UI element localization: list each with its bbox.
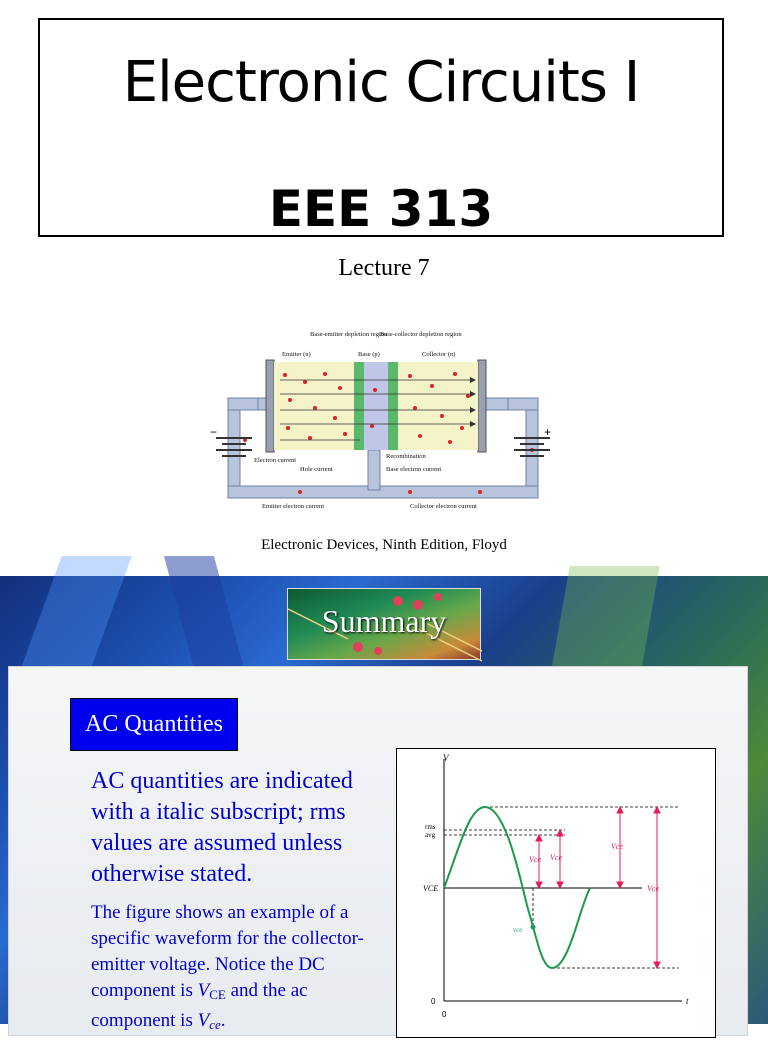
vce-avg-label: Vce [529, 855, 541, 864]
lecture-number: Lecture 7 [338, 255, 430, 281]
label-collector: Collector (n) [422, 351, 456, 358]
battery-minus-sign: − [210, 425, 218, 439]
instantaneous-point [531, 925, 536, 930]
zero-y-label: 0 [431, 997, 436, 1006]
summary-title: Summary [321, 603, 447, 639]
v-axis-label: V [443, 753, 449, 763]
label-recombination: Recombination [386, 453, 426, 460]
para2-text-c: . [220, 1010, 226, 1031]
battery-plus-sign: + [544, 425, 552, 439]
rms-label: rms [425, 823, 436, 831]
course-code: EEE 313 [268, 180, 494, 238]
para2-text-a: The figure shows an example of a specific waveform for the collector-emitter voltage. Notice the DC component is [91, 902, 364, 1001]
vce-peak-label: Vce [611, 842, 623, 851]
summary-slide [0, 576, 768, 1032]
summary-banner [287, 588, 481, 660]
label-base: Base (p) [358, 351, 380, 358]
dc-subscript: CE [209, 987, 226, 1002]
ac-subscript: ce [209, 1017, 221, 1032]
course-title: Electronic Circuits I [122, 50, 640, 115]
vce-dc-label: VCE [423, 884, 439, 893]
label-emitter-electron-current: Emitter electron current [262, 503, 325, 510]
title-box [38, 18, 724, 237]
label-emitter: Emitter (n) [282, 351, 311, 358]
zero-x-label: 0 [442, 1010, 447, 1019]
background-decoration [550, 566, 659, 676]
label-hole-current: Hole current [300, 466, 333, 473]
label-electron-current: Electron current [254, 457, 297, 464]
label-bc-depletion: Base-collector depletion region [380, 331, 462, 338]
label-be-depletion: Base-emitter depletion region [310, 331, 388, 338]
avg-label: avg [425, 831, 436, 839]
section-label: AC Quantities [70, 698, 238, 751]
waveform-description-paragraph [91, 900, 391, 1038]
collector-emitter-waveform [397, 749, 717, 1039]
ac-quantities-paragraph: AC quantities are indicated with a italic subscript; rms values are assumed unless otherwise stated. [91, 768, 353, 887]
figure-citation: Electronic Devices, Ninth Edition, Floyd [261, 537, 507, 553]
t-axis-label: t [686, 996, 689, 1006]
para2-text-b: and the ac component is [91, 980, 308, 1031]
dc-symbol: V [197, 980, 210, 1001]
vce-pp-label: Vce [647, 884, 659, 893]
vce-rms-label: Vce [550, 853, 562, 862]
ac-symbol: V [197, 1010, 210, 1031]
waveform-figure [396, 748, 716, 1038]
label-base-electron-current: Base electron current [386, 466, 442, 473]
vce-instantaneous-label: vce [513, 926, 523, 934]
label-collector-electron-current: Collector electron current [410, 503, 477, 510]
bjt-operation-diagram [210, 330, 560, 510]
